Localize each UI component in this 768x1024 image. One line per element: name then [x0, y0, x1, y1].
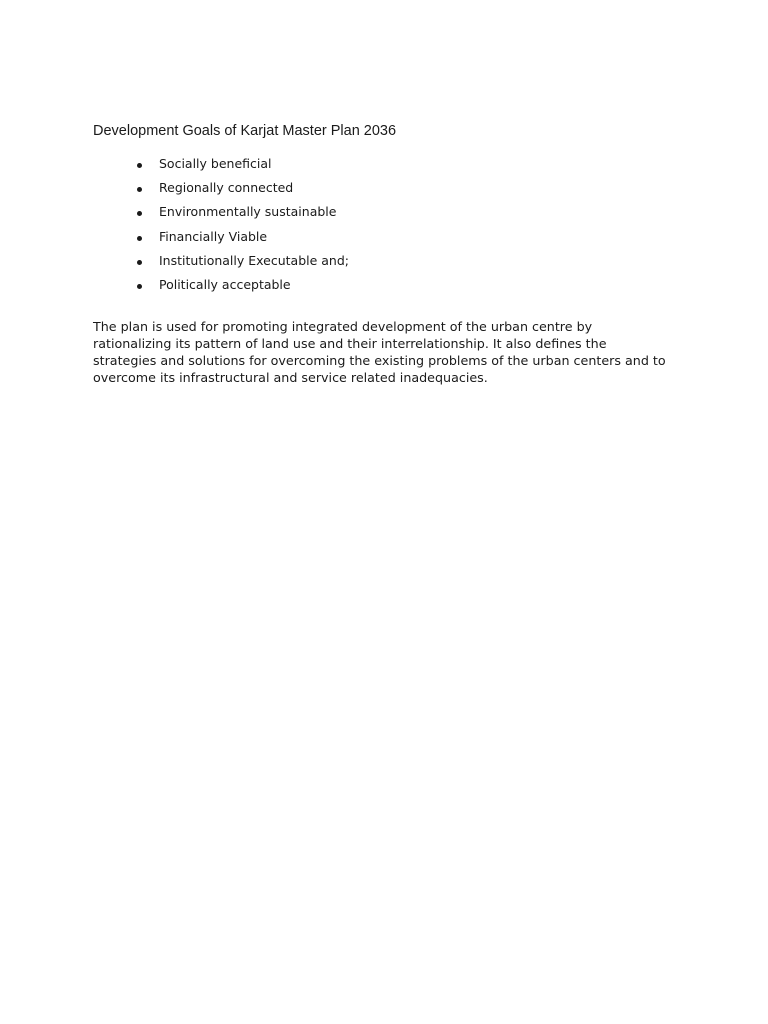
list-item — [0, 276, 500, 300]
list-item — [0, 155, 500, 179]
body-paragraph: The plan is used for promoting integrated development of the urban centre by rationalizing its pattern of land use and their interrelationship. It also defines the strategies and solutions for overcoming the existing problems of the urban centers and to overcome its infrastructural and service related inadequacies. — [93, 319, 666, 385]
goal-label: Socially beneficial — [159, 156, 272, 171]
bullet-icon — [137, 260, 142, 265]
goal-label: Institutionally Executable and; — [159, 252, 349, 268]
bullet-icon — [137, 236, 142, 241]
goal-label: Environmentally sustainable — [159, 204, 337, 220]
goals-list — [0, 155, 500, 300]
bullet-icon — [137, 284, 142, 289]
list-item — [0, 203, 500, 227]
goal-label: Politically acceptable — [159, 276, 291, 292]
document-title: Development Goals of Karjat Master Plan 2036 — [93, 123, 397, 139]
bullet-icon — [137, 163, 142, 168]
goal-label: Financially Viable — [159, 228, 268, 244]
bullet-icon — [137, 187, 142, 192]
list-item — [0, 228, 500, 252]
bullet-icon — [137, 211, 142, 216]
list-item — [0, 179, 500, 203]
goal-label: Regionally connected — [159, 180, 294, 196]
list-item — [0, 252, 500, 276]
